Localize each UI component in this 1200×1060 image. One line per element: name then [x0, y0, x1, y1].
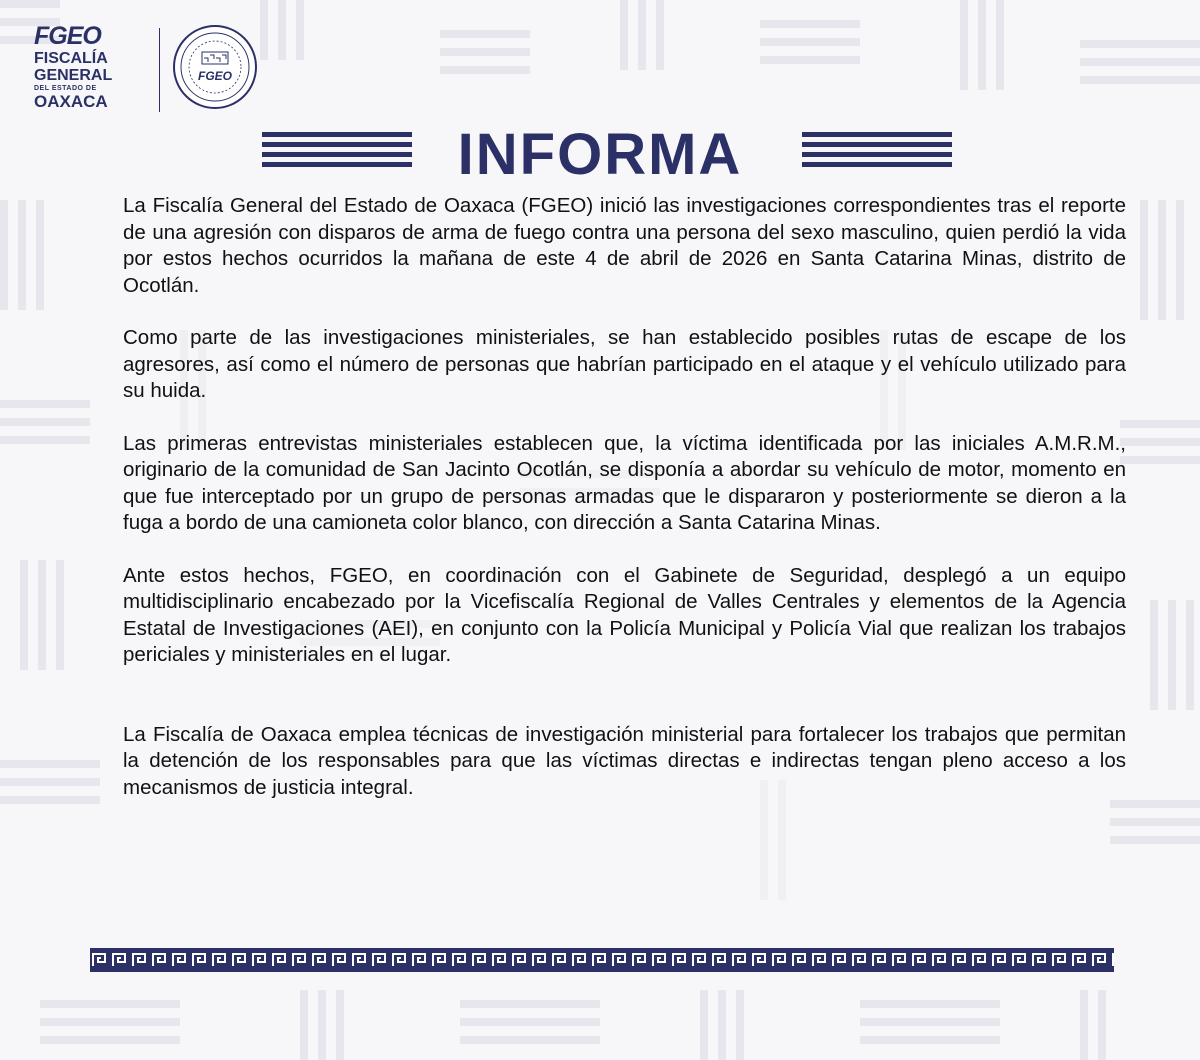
logo-line-2: GENERAL: [34, 67, 113, 84]
informa-header: [0, 118, 1200, 188]
fgeo-seal-icon: [172, 24, 258, 110]
svg-text:FGEO: FGEO: [197, 69, 233, 83]
logo-wordmark: [34, 22, 118, 111]
page-title: INFORMA: [457, 122, 743, 187]
logo-divider: [159, 28, 160, 112]
logo-line-1: FISCALÍA: [34, 50, 108, 67]
greca-border: [90, 948, 1114, 972]
paragraph-2: Como parte de las investigaciones ministeriales, se han establecido posibles rutas de escape de los agresores, así como el número de personas que habrían participado en el ataque y el vehículo utilizado para su huida.: [123, 326, 1126, 402]
press-release-body: [123, 193, 1126, 801]
paragraph-4: Ante estos hechos, FGEO, en coordinación con el Gabinete de Seguridad, desplegó a un equipo multidisciplinario encabezado por la Vicefiscalía Regional de Valles Centrales y elementos de la Agencia Estatal de Investigaciones (AEI), en conjunto con la Policía Municipal y Policía Vial que realizan los trabajos periciales y ministeriales en el lugar.: [123, 563, 1126, 666]
paragraph-3: Las primeras entrevistas ministeriales establecen que, la víctima identificada por las iniciales A.M.R.M., originario de la comunidad de San Jacinto Ocotlán, se disponía a abordar su vehículo de motor, momento en que fue interceptado por un grupo de personas armadas que le dispararon y posteriormente se dieron a la fuga a bordo de una camioneta color blanco, con dirección a Santa Catarina Minas.: [123, 431, 1126, 534]
logo-line-small: DEL ESTADO DE: [34, 85, 97, 92]
heading-stripes-right: [802, 132, 952, 176]
logo-line-3: OAXACA: [34, 92, 108, 111]
logo-abbr: FGEO: [34, 22, 101, 50]
fgeo-logo: [34, 22, 244, 114]
paragraph-5: La Fiscalía de Oaxaca emplea técnicas de investigación ministerial para fortalecer los trabajos que permitan la detención de los responsables para que las víctimas directas e indirectas tengan pleno acceso a los mecanismos de justicia integral.: [123, 722, 1126, 799]
paragraph-1: La Fiscalía General del Estado de Oaxaca (FGEO) inició las investigaciones correspondientes tras el reporte de una agresión con disparos de arma de fuego contra una persona del sexo masculino, quien perdió la vida por estos hechos ocurridos la mañana de este 4 de abril de 2026 en Santa Catarina Minas, distrito de Ocotlán.: [123, 194, 1126, 297]
